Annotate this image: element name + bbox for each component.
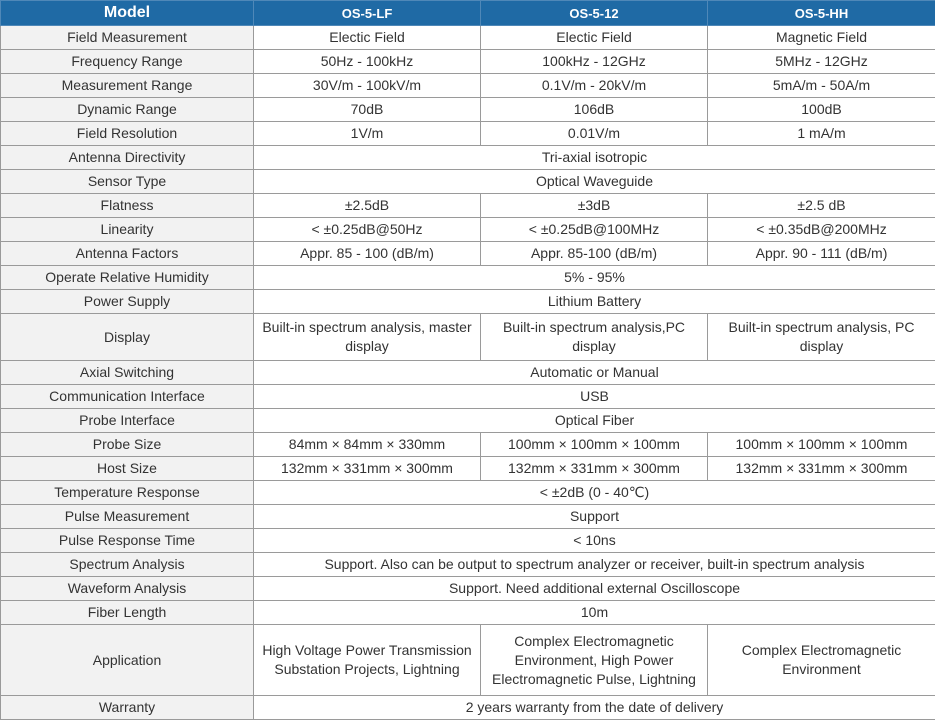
- column-header-os-5-hh: OS-5-HH: [708, 1, 935, 26]
- cell-value: 132mm × 331mm × 300mm: [254, 457, 481, 481]
- cell-value: 30V/m - 100kV/m: [254, 74, 481, 98]
- row-label: Communication Interface: [1, 385, 254, 409]
- cell-value-merged: Optical Fiber: [254, 409, 935, 433]
- row-label: Pulse Measurement: [1, 505, 254, 529]
- cell-value: 0.01V/m: [481, 122, 708, 146]
- row-label: Frequency Range: [1, 50, 254, 74]
- row-frequency-range: [1, 50, 935, 74]
- row-linearity: [1, 218, 935, 242]
- cell-value-merged: Tri-axial isotropic: [254, 146, 935, 170]
- cell-value: < ±0.25dB@100MHz: [481, 218, 708, 242]
- cell-value-merged: Lithium Battery: [254, 290, 935, 314]
- header-row: [1, 1, 935, 26]
- cell-value: ±2.5 dB: [708, 194, 935, 218]
- row-pulse-response-time: [1, 529, 935, 553]
- row-dynamic-range: [1, 98, 935, 122]
- row-label: Spectrum Analysis: [1, 553, 254, 577]
- row-label: Probe Size: [1, 433, 254, 457]
- row-flatness: [1, 194, 935, 218]
- cell-value-merged: < ±2dB (0 - 40℃): [254, 481, 935, 505]
- cell-value-merged: Automatic or Manual: [254, 361, 935, 385]
- row-measurement-range: [1, 74, 935, 98]
- row-label: Antenna Directivity: [1, 146, 254, 170]
- cell-value: 100dB: [708, 98, 935, 122]
- row-label: Antenna Factors: [1, 242, 254, 266]
- row-field-resolution: [1, 122, 935, 146]
- row-label: Operate Relative Humidity: [1, 266, 254, 290]
- cell-value: Electic Field: [254, 26, 481, 50]
- row-sensor-type: [1, 170, 935, 194]
- cell-value: ±3dB: [481, 194, 708, 218]
- row-field-measurement: [1, 26, 935, 50]
- column-header-os-5-12: OS-5-12: [481, 1, 708, 26]
- row-host-size: [1, 457, 935, 481]
- row-label: Field Resolution: [1, 122, 254, 146]
- cell-value: 5mA/m - 50A/m: [708, 74, 935, 98]
- row-probe-interface: [1, 409, 935, 433]
- cell-value: 70dB: [254, 98, 481, 122]
- row-label: Temperature Response: [1, 481, 254, 505]
- cell-value: 0.1V/m - 20kV/m: [481, 74, 708, 98]
- row-pulse-measurement: [1, 505, 935, 529]
- cell-value-merged: USB: [254, 385, 935, 409]
- row-label: Sensor Type: [1, 170, 254, 194]
- row-power-supply: [1, 290, 935, 314]
- row-label: Field Measurement: [1, 26, 254, 50]
- cell-value-merged: Support: [254, 505, 935, 529]
- column-header-os-5-lf: OS-5-LF: [254, 1, 481, 26]
- row-axial-switching: [1, 361, 935, 385]
- row-label: Measurement Range: [1, 74, 254, 98]
- cell-value: 100kHz - 12GHz: [481, 50, 708, 74]
- row-label: Axial Switching: [1, 361, 254, 385]
- row-antenna-directivity: [1, 146, 935, 170]
- cell-value: 1V/m: [254, 122, 481, 146]
- row-label: Warranty: [1, 696, 254, 720]
- cell-value: 100mm × 100mm × 100mm: [708, 433, 935, 457]
- cell-value-merged: 2 years warranty from the date of delivery: [254, 696, 935, 720]
- row-display: [1, 314, 935, 361]
- cell-value-merged: Support. Need additional external Oscilloscope: [254, 577, 935, 601]
- row-label: Linearity: [1, 218, 254, 242]
- row-label: Power Supply: [1, 290, 254, 314]
- row-label: Pulse Response Time: [1, 529, 254, 553]
- cell-value: 106dB: [481, 98, 708, 122]
- cell-value-merged: 10m: [254, 601, 935, 625]
- cell-value: Complex Electromagnetic Environment, High Power Electromagnetic Pulse, Lightning: [481, 625, 708, 696]
- cell-value-merged: < 10ns: [254, 529, 935, 553]
- cell-value: Appr. 85 - 100 (dB/m): [254, 242, 481, 266]
- row-waveform-analysis: [1, 577, 935, 601]
- cell-value: 5MHz - 12GHz: [708, 50, 935, 74]
- row-label: Dynamic Range: [1, 98, 254, 122]
- row-communication-interface: [1, 385, 935, 409]
- cell-value-merged: Optical Waveguide: [254, 170, 935, 194]
- cell-value: Electic Field: [481, 26, 708, 50]
- cell-value: 100mm × 100mm × 100mm: [481, 433, 708, 457]
- row-label: Application: [1, 625, 254, 696]
- row-antenna-factors: [1, 242, 935, 266]
- cell-value: Built-in spectrum analysis, master display: [254, 314, 481, 361]
- row-spectrum-analysis: [1, 553, 935, 577]
- cell-value: ±2.5dB: [254, 194, 481, 218]
- cell-value: Magnetic Field: [708, 26, 935, 50]
- cell-value: 132mm × 331mm × 300mm: [481, 457, 708, 481]
- cell-value-merged: Support. Also can be output to spectrum analyzer or receiver, built-in spectrum analysis: [254, 553, 935, 577]
- cell-value: 1 mA/m: [708, 122, 935, 146]
- cell-value: 50Hz - 100kHz: [254, 50, 481, 74]
- cell-value: < ±0.25dB@50Hz: [254, 218, 481, 242]
- row-label: Fiber Length: [1, 601, 254, 625]
- row-label: Host Size: [1, 457, 254, 481]
- cell-value: High Voltage Power Transmission Substation Projects, Lightning: [254, 625, 481, 696]
- row-label: Flatness: [1, 194, 254, 218]
- row-probe-size: [1, 433, 935, 457]
- row-label: Display: [1, 314, 254, 361]
- cell-value: Built-in spectrum analysis, PC display: [708, 314, 935, 361]
- cell-value: Appr. 85-100 (dB/m): [481, 242, 708, 266]
- cell-value: 132mm × 331mm × 300mm: [708, 457, 935, 481]
- cell-value: Appr. 90 - 111 (dB/m): [708, 242, 935, 266]
- row-warranty: [1, 696, 935, 720]
- cell-value: Built-in spectrum analysis,PC display: [481, 314, 708, 361]
- row-label: Probe Interface: [1, 409, 254, 433]
- cell-value: 84mm × 84mm × 330mm: [254, 433, 481, 457]
- row-label: Waveform Analysis: [1, 577, 254, 601]
- row-temperature-response: [1, 481, 935, 505]
- cell-value-merged: 5% - 95%: [254, 266, 935, 290]
- row-application: [1, 625, 935, 696]
- row-humidity: [1, 266, 935, 290]
- cell-value: Complex Electromagnetic Environment: [708, 625, 935, 696]
- model-header: Model: [1, 1, 254, 26]
- cell-value: < ±0.35dB@200MHz: [708, 218, 935, 242]
- row-fiber-length: [1, 601, 935, 625]
